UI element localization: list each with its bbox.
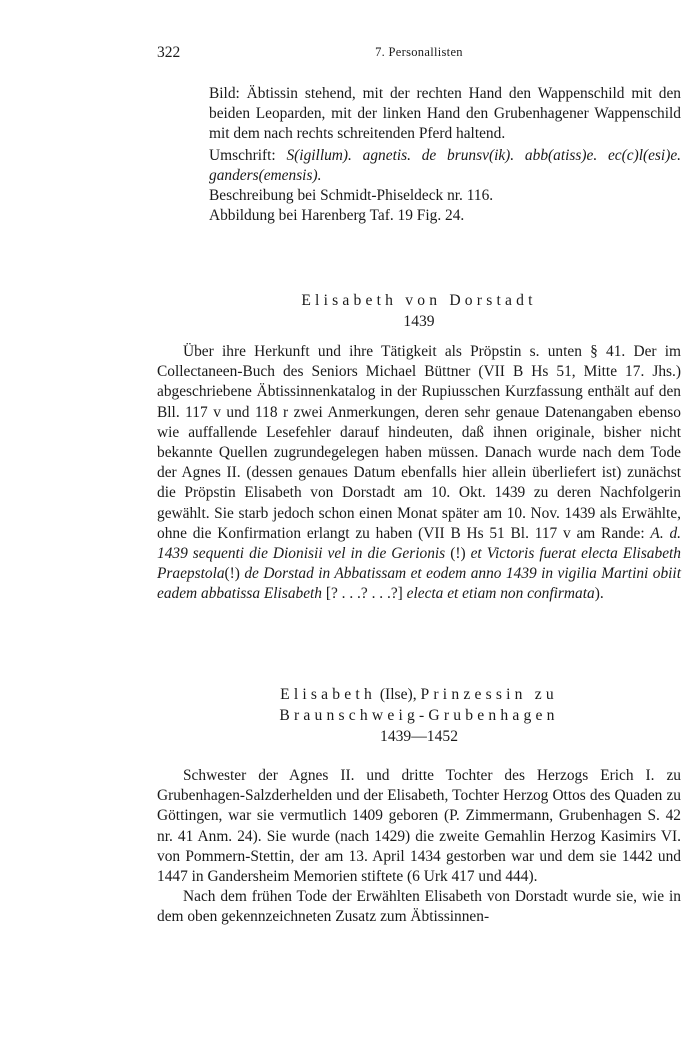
latin-quote: electa et etiam non confirmata — [406, 585, 595, 603]
latin-quote: de Dorstad in Abbatissam et eodem anno 1439 in vigilia Martini obiit eadem abbatissa Elisabeth — [157, 565, 681, 603]
latin-quote: A. d. 1439 sequenti die Dionisii vel in die Gerionis — [157, 524, 681, 563]
section2-name-line2: Braunschweig-Grubenhagen — [279, 707, 559, 724]
latin-quote: et Victoris fuerat electa Elisabeth Praepstola — [157, 545, 681, 583]
umschrift-text: S(igillum). agnetis. de brunsv(ik). abb(atiss)e. ec(c)l(esi)e. ganders(emensis). — [209, 146, 681, 184]
section1-year: 1439 — [403, 313, 435, 330]
section1-body — [157, 342, 681, 605]
seal-umschrift — [209, 146, 681, 186]
section2-paragraph-1: Schwester der Agnes II. und dritte Tochter des Herzogs Erich I. zu Grubenhagen-Salzderhelden und der Elisabeth, Tochter Herzog Ottos des Quaden zu Göttingen, war sie vermutlich 1409 geboren (P. Zimmermann, Grubenhagen S. 42 nr. 41 Anm. 24). Sie wurde (nach 1429) die zweite Gemahlin Herzog Kasimirs VI. von Pommern-Stettin, der am 13. April 1434 gestorben war und dem sie 1442 und 1447 in Gandersheim Memorien stiftete (6 Urk 417 und 444). — [157, 767, 681, 886]
text-run: Über ihre Herkunft und ihre Tätigkeit als Pröpstin s. unten § 41. Der im Collectaneen-Buch des Seniors Michael Büttner (VII B Hs 51, Mitte 17. Jhs.) abgeschriebene Äbtissinnenkatalog in der Rupiusschen Kurzfassung enthält auf den Bll. 117 v und 118 r zwei Anmerkungen, deren sehr genaue Datenangaben ebenso wie auffallende Lesefehler darauf hindeuten, daß ihnen originale, bisher nicht bekannte Quellen zugrundegelegen haben müssen. Danach wurde nach dem Tode der Agnes II. (dessen genaues Datum ebenfalls hier allein überliefert ist) zunächst die Pröpstin Elisabeth von Dorstadt am 10. Okt. 1439 zu deren Nachfolgerin gewählt. Sie starb jedoch schon einen Monat später am 10. Nov. 1439 als Erwählte, ohne die Konfirmation erlangt zu haben (VII B Hs 51 Bl. 117 v am Rande: — [157, 343, 681, 542]
seal-abbildung: Abbildung bei Harenberg Taf. 19 Fig. 24. — [209, 207, 465, 225]
section1-name: Elisabeth von Dorstadt — [301, 292, 537, 309]
page-header — [157, 44, 681, 64]
section2-name-line1 — [157, 684, 681, 705]
text-run: [? . . .? . . .?] — [322, 585, 407, 603]
seal-description — [209, 84, 681, 226]
section2-body — [157, 766, 681, 928]
section1-heading — [157, 290, 681, 332]
section1-paragraph — [157, 342, 681, 605]
name-part: Prinzessin zu — [420, 686, 558, 703]
seal-bild: Bild: Äbtissin stehend, mit der rechten Hand den Wappenschild mit den beiden Leoparden, mit der linken Hand den Grubenhagener Wappenschild mit dem nach rechts schreitenden Pferd haltend. — [209, 85, 681, 143]
running-head: 7. Personallisten — [375, 45, 463, 59]
name-part: Elisabeth — [280, 686, 376, 703]
seal-beschreibung: Beschreibung bei Schmidt-Phiseldeck nr. 116. — [209, 187, 494, 205]
text-run: (!) — [445, 545, 471, 563]
section2-paragraph-2: Nach dem frühen Tode der Erwählten Elisabeth von Dorstadt wurde sie, wie in dem oben gekennzeichneten Zusatz zum Äbtissinnen- — [157, 888, 681, 926]
umschrift-label: Umschrift: — [209, 146, 287, 164]
text-run: ). — [594, 585, 604, 603]
name-part: (Ilse), — [375, 686, 421, 703]
section2-heading — [157, 684, 681, 747]
section2-years: 1439—1452 — [380, 728, 458, 745]
text-run: (!) — [224, 565, 245, 583]
page-number: 322 — [157, 44, 181, 61]
